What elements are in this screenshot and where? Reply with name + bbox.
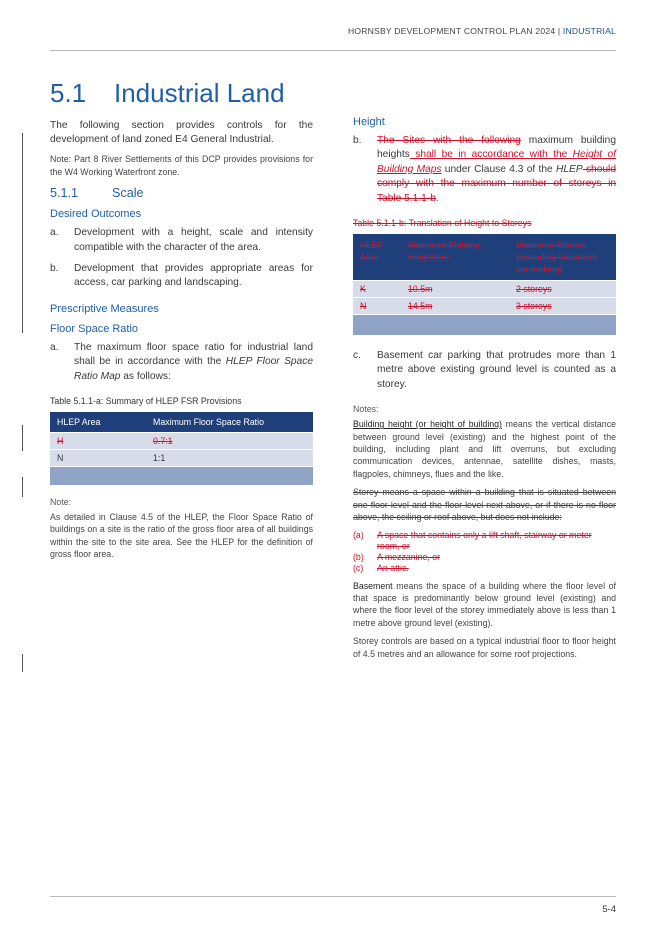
height-item-b <box>353 134 616 206</box>
storey-controls-note: Storey controls are based on a typical industrial floor to floor height of 4.5 metres and an allowance for some roof projections. <box>353 636 616 659</box>
note-label: Note: <box>50 497 72 508</box>
running-header <box>348 26 616 36</box>
item-label: b. <box>50 263 59 275</box>
table-cell: 0.7:1 <box>146 433 313 450</box>
fsr-table <box>50 412 313 485</box>
table-cell: K <box>353 281 401 298</box>
item-tail: as follows: <box>120 370 171 382</box>
header-rule <box>50 50 616 51</box>
item-text: A space that contains only a lift shaft, stairway or meter room, or <box>377 529 592 551</box>
column-header: Maximum Floor Space Ratio <box>146 412 313 433</box>
storey-exclusions <box>353 530 616 574</box>
item-text: Development with a height, scale and intensity compatible with the character of the area. <box>74 227 313 253</box>
table-footer <box>353 315 616 336</box>
item-text: Development that provides appropriate areas for access, car parking and landscaping. <box>74 263 313 289</box>
change-bar <box>22 654 23 672</box>
fsr-item <box>50 341 313 384</box>
exclusion-item <box>353 552 616 563</box>
definition-basement <box>353 580 616 630</box>
table-cell: 14.5m <box>401 298 509 315</box>
change-bar <box>22 477 23 497</box>
intro-note: Note: Part 8 River Settlements of this DCP provides provisions for the W4 Working Waterfront zone. <box>50 154 313 177</box>
deleted-text: The Sites with the following <box>377 135 521 146</box>
inserted-text: shall be in accordance with the <box>409 149 573 161</box>
item-label: (b) <box>353 551 364 562</box>
table-cell: 2 storeys <box>509 281 616 298</box>
header-plan: HORNSBY DEVELOPMENT CONTROL PLAN 2024 <box>347 26 556 36</box>
exclusion-item <box>353 530 616 552</box>
exclusion-item <box>353 563 616 574</box>
section-number: 5.1 <box>50 78 87 108</box>
item-text: The maximum floor space ratio for industrial land shall be in accordance with the <box>74 341 313 368</box>
outcome-item <box>50 226 313 255</box>
column-header: HLEP Area <box>50 412 146 433</box>
section-title-text: Industrial Land <box>114 78 285 108</box>
prescriptive-measures-heading: Prescriptive Measures <box>50 302 159 315</box>
deleted-text: should comply with the maximum number of storeys in Table 5.1.1-b <box>377 163 616 204</box>
defined-term: Storey <box>353 487 379 498</box>
item-text: Basement car parking that protrudes more than 1 metre above existing ground level is counted as a storey. <box>377 350 616 390</box>
subsection-title <box>50 186 313 200</box>
height-item-c <box>353 349 616 392</box>
table-header-row <box>353 234 616 281</box>
item-label: b. <box>353 135 362 146</box>
table-caption: Table 5.1.1-a: Summary of HLEP FSR Provisions <box>50 396 242 407</box>
table-cell: N <box>50 450 146 467</box>
defined-term: Basement <box>353 580 393 591</box>
table-cell: H <box>50 433 146 450</box>
height-heading: Height <box>353 116 385 128</box>
fsr-heading: Floor Space Ratio <box>50 322 139 335</box>
header-section: INDUSTRIAL <box>562 26 616 36</box>
page-number: 5-4 <box>602 904 616 915</box>
item-text: An attic. <box>377 562 409 573</box>
table-footer-row <box>353 315 616 336</box>
defined-term: Building height (or height of building) <box>353 419 502 430</box>
column-header: Maximum Storeys (excluding basement car parking) <box>509 234 616 281</box>
hlep-reference: HLEP <box>556 163 583 175</box>
table-cell: N <box>353 298 401 315</box>
table-cell: 10.5m <box>401 281 509 298</box>
item-text: under Clause 4.3 of the <box>441 163 557 175</box>
intro-paragraph: The following section provides controls for the development of land zoned E4 General Industrial. <box>50 120 313 146</box>
header-separator: | <box>555 26 563 36</box>
column-header: Maximum Building Height (m) <box>401 234 509 281</box>
definition-text: means a space within a building that is situated between one floor level and the floor level next above, or if there is no floor above, the ceiling or roof above, but does not include: <box>353 487 616 523</box>
fsr-note: As detailed in Clause 4.5 of the HLEP, the Floor Space Ratio of buildings on a site is the ratio of the gross floor area of all buildings within the site to the site area. See the HLEP for the definition of gross floor area. <box>50 512 313 560</box>
subsection-number: 5.1.1 <box>50 186 79 201</box>
notes-label: Notes: <box>353 404 379 415</box>
item-label: (c) <box>353 562 364 573</box>
table-header-row <box>50 412 313 433</box>
item-label: c. <box>353 350 361 362</box>
table-cell: 1:1 <box>146 450 313 467</box>
definition-text: means the space of a building where the floor level of that space is predominantly below ground level (existing) and where the floor level of the storey immediately above is less than 1 metre above ground level (existing). <box>353 580 616 628</box>
footer-rule <box>50 896 616 897</box>
desired-outcomes-heading: Desired Outcomes <box>50 208 142 221</box>
item-label: a. <box>50 341 59 353</box>
change-bar <box>22 425 23 451</box>
section-title <box>50 78 313 109</box>
column-header: HLEP Area <box>353 234 401 281</box>
item-text: . <box>435 192 439 204</box>
table-caption: Table 5.1.1-b: Translation of Height to Storeys <box>353 218 532 229</box>
table-footer <box>50 467 313 486</box>
table-footer-row <box>50 467 313 486</box>
table-cell: 3 storeys <box>509 298 616 315</box>
item-label: (a) <box>353 529 364 540</box>
definition-text: means the vertical distance between ground level (existing) and the highest point of the building, including plant and lift overruns, but excluding communication devices, antennae, satellite dishes, masts, flagpoles, chimneys, flues and the like. <box>353 419 616 479</box>
map-reference: HLEP Floor Space Ratio Map <box>74 356 313 382</box>
definition-building-height <box>353 418 616 480</box>
item-label: a. <box>50 227 59 239</box>
item-text: A mezzanine, or <box>377 551 441 562</box>
item-text: maximum building heights <box>377 135 616 161</box>
outcome-item <box>50 262 313 291</box>
inserted-map-reference: Height of Building Maps <box>377 149 616 175</box>
table-row <box>353 281 616 298</box>
right-column <box>353 116 616 666</box>
storeys-table <box>353 234 616 335</box>
table-row <box>353 298 616 315</box>
subsection-title-text: Scale <box>112 186 144 201</box>
table-row <box>50 433 313 450</box>
change-bar <box>22 133 23 333</box>
left-column <box>50 78 313 567</box>
table-row <box>50 450 313 467</box>
definition-storey <box>353 486 616 523</box>
